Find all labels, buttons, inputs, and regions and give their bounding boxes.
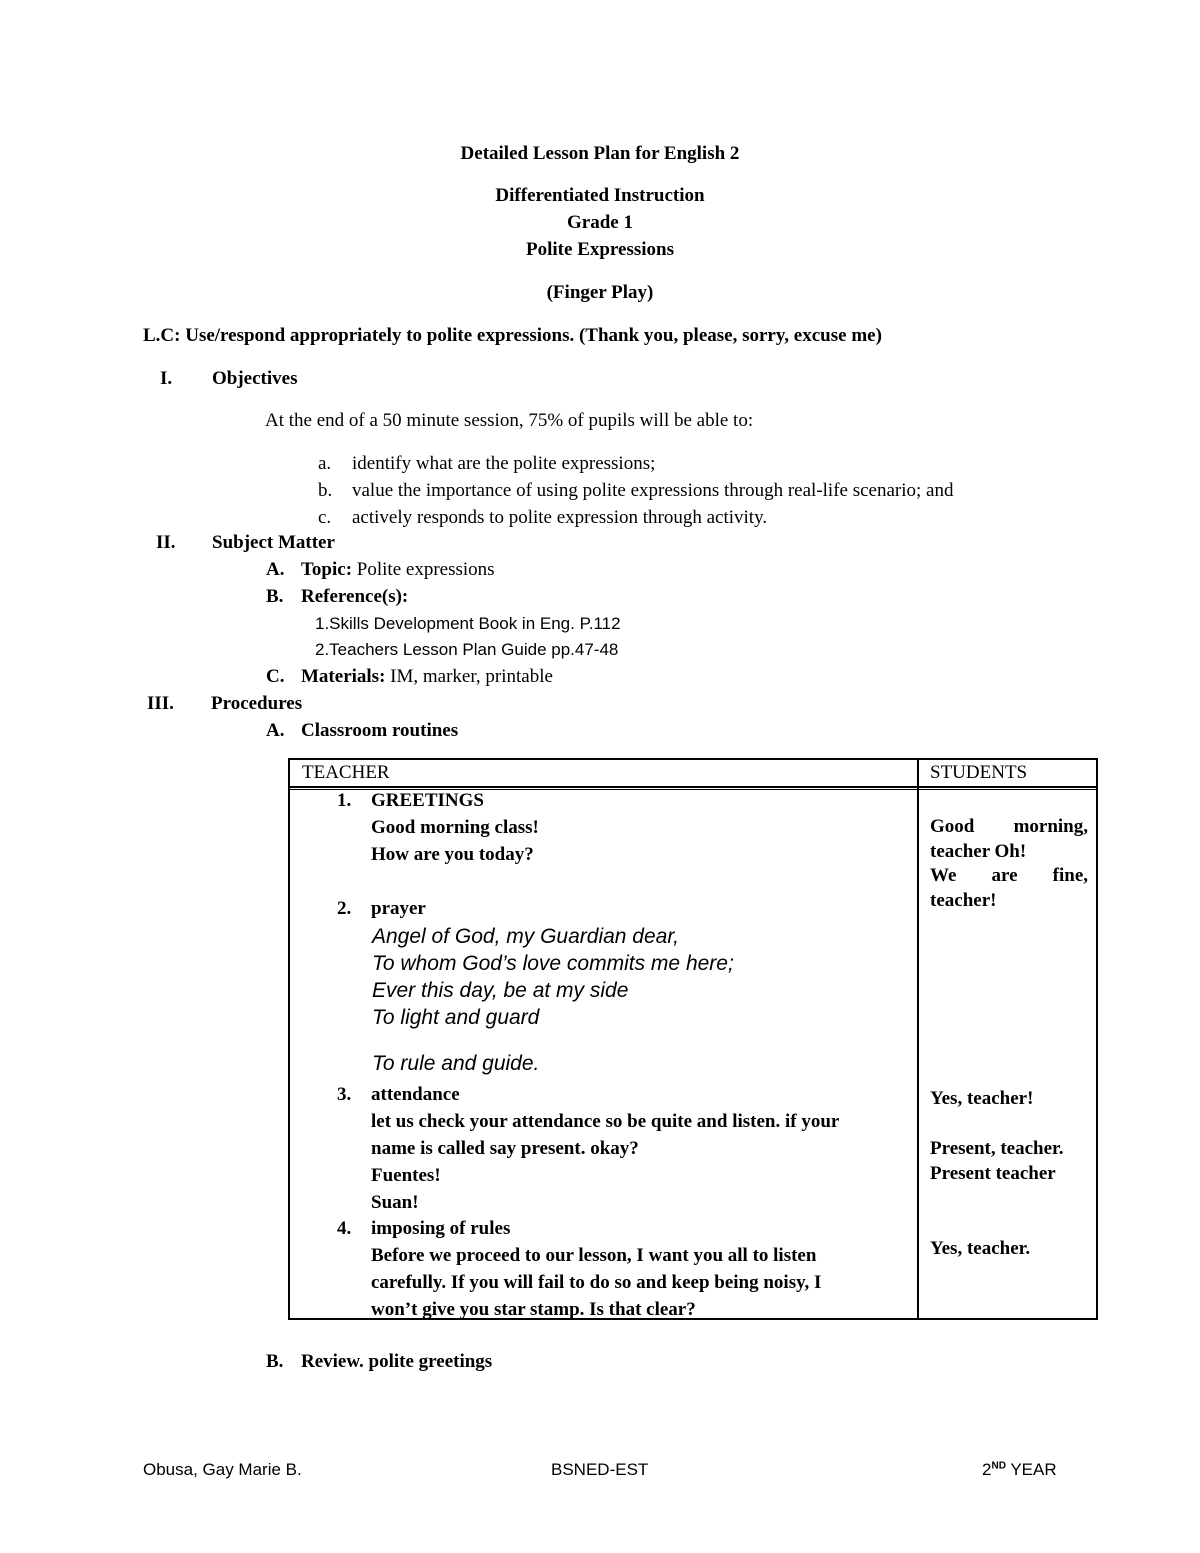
objectives-heading: Objectives xyxy=(212,368,298,389)
teacher-line: Fuentes! xyxy=(371,1165,441,1186)
review-heading: Review. polite greetings xyxy=(301,1351,493,1372)
footer-year-number: 2 xyxy=(982,1460,992,1479)
materials-label: Materials: xyxy=(301,666,386,687)
topic-line xyxy=(301,559,495,581)
rules-heading: imposing of rules xyxy=(371,1218,511,1239)
classroom-routines-heading: Classroom routines xyxy=(301,720,459,741)
materials-letter: C. xyxy=(266,666,285,687)
objective-item: actively responds to polite expression through activity. xyxy=(352,507,768,528)
review-letter: B. xyxy=(266,1351,284,1372)
footer-course: BSNED-EST xyxy=(551,1460,649,1479)
objective-letter: c. xyxy=(318,507,332,528)
reference-item: 2.Teachers Lesson Plan Guide pp.47-48 xyxy=(315,640,619,659)
student-response: Present teacher xyxy=(930,1163,1056,1184)
attendance-number: 3. xyxy=(337,1084,352,1105)
prayer-line: To whom God’s love commits me here; xyxy=(372,952,734,975)
teacher-line: name is called say present. okay? xyxy=(371,1138,639,1159)
student-word: are xyxy=(991,865,1018,886)
materials-line xyxy=(301,666,553,688)
subtitle-grade: Grade 1 xyxy=(567,212,633,233)
subtitle-finger-play: (Finger Play) xyxy=(546,282,654,303)
topic-letter: A. xyxy=(266,559,285,580)
footer-year xyxy=(982,1460,1057,1480)
reference-label: Reference(s): xyxy=(301,586,409,607)
objective-letter: b. xyxy=(318,480,333,501)
teacher-line: let us check your attendance so be quite and listen. if your xyxy=(371,1111,840,1132)
topic-value: Polite expressions xyxy=(356,559,495,580)
subtitle-topic: Polite Expressions xyxy=(526,239,674,260)
learning-competency: L.C: Use/respond appropriately to polite expressions. (Thank you, please, sorry, excuse me) xyxy=(143,325,882,346)
objective-letter: a. xyxy=(318,453,332,474)
greetings-heading: GREETINGS xyxy=(371,790,484,811)
footer-year-word: YEAR xyxy=(1005,1460,1057,1479)
table-header-teacher: TEACHER xyxy=(302,762,390,783)
prayer-line: To rule and guide. xyxy=(372,1052,540,1075)
greetings-number: 1. xyxy=(337,790,352,811)
reference-letter: B. xyxy=(266,586,284,607)
teacher-line: How are you today? xyxy=(371,844,534,865)
student-response: teacher! xyxy=(930,890,997,911)
footer-author: Obusa, Gay Marie B. xyxy=(143,1460,302,1479)
materials-value: IM, marker, printable xyxy=(390,666,553,687)
prayer-line: Ever this day, be at my side xyxy=(372,979,629,1002)
footer-year-suffix: ND xyxy=(991,1460,1006,1472)
student-word: fine, xyxy=(1052,865,1088,886)
prayer-line: To light and guard xyxy=(372,1006,540,1029)
teacher-line: Before we proceed to our lesson, I want you all to listen xyxy=(371,1245,817,1266)
objectives-numeral: I. xyxy=(160,368,173,389)
student-response: teacher Oh! xyxy=(930,841,1027,862)
prayer-number: 2. xyxy=(337,898,352,919)
table-header-students: STUDENTS xyxy=(930,762,1028,783)
prayer-line: Angel of God, my Guardian dear, xyxy=(372,925,680,948)
subject-matter-heading: Subject Matter xyxy=(212,532,335,553)
procedures-heading: Procedures xyxy=(211,693,303,714)
document-title: Detailed Lesson Plan for English 2 xyxy=(460,143,740,164)
student-response xyxy=(930,816,1088,838)
reference-item: 1.Skills Development Book in Eng. P.112 xyxy=(315,614,621,633)
classroom-routines-letter: A. xyxy=(266,720,285,741)
attendance-heading: attendance xyxy=(371,1084,460,1105)
student-response: Yes, teacher! xyxy=(930,1088,1034,1109)
teacher-line: Suan! xyxy=(371,1192,419,1213)
teacher-line: Good morning class! xyxy=(371,817,539,838)
student-word: We xyxy=(930,865,957,886)
student-response: Yes, teacher. xyxy=(930,1238,1031,1259)
objective-item: value the importance of using polite expressions through real-life scenario; and xyxy=(352,480,954,501)
topic-label: Topic: xyxy=(301,559,353,580)
prayer-heading: prayer xyxy=(371,898,426,919)
subject-matter-numeral: II. xyxy=(156,532,176,553)
student-response xyxy=(930,865,1088,887)
student-word: Good xyxy=(930,816,975,837)
student-response: Present, teacher. xyxy=(930,1138,1064,1159)
teacher-line: won’t give you star stamp. Is that clear? xyxy=(371,1299,696,1320)
objective-item: identify what are the polite expressions; xyxy=(352,453,656,474)
procedures-numeral: III. xyxy=(147,693,174,714)
table-header-divider xyxy=(288,786,1098,788)
objectives-intro: At the end of a 50 minute session, 75% of pupils will be able to: xyxy=(265,410,754,431)
student-word: morning, xyxy=(1013,816,1088,837)
table-column-divider xyxy=(917,758,919,1320)
teacher-line: carefully. If you will fail to do so and keep being noisy, I xyxy=(371,1272,822,1293)
subtitle-instruction: Differentiated Instruction xyxy=(495,185,705,206)
rules-number: 4. xyxy=(337,1218,352,1239)
